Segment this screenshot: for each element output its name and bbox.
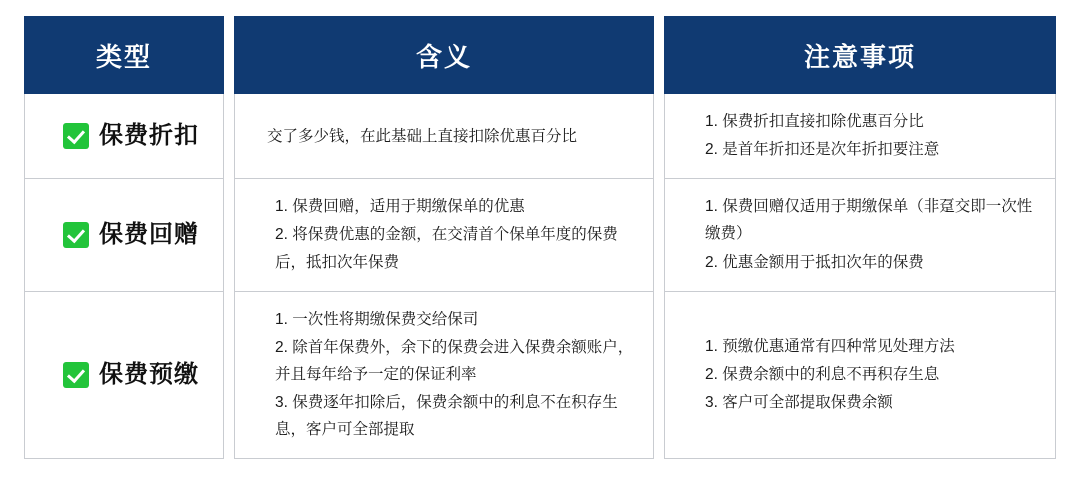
list-item: 2. 是首年折扣还是次年折扣要注意 — [705, 141, 940, 159]
list-item: 2. 将保费优惠的金额，在交清首个保单年度的保费后，抵扣次年保费 — [275, 226, 618, 271]
list-item: 2. 除首年保费外，余下的保费会进入保费余额账户，并且每年给予一定的保证利率 — [275, 338, 634, 383]
table-body — [24, 94, 1056, 459]
cell-meaning — [234, 292, 654, 460]
row-gap — [224, 94, 234, 179]
row-gap — [224, 179, 234, 291]
table-row — [24, 292, 1056, 460]
comparison-table — [24, 16, 1056, 459]
type-wrapper — [39, 214, 209, 255]
list-item: 1. 一次性将期缴保费交给保司 — [275, 310, 479, 328]
row-gap — [654, 292, 664, 460]
list-item: 1. 保费回赠仅适用于期缴保单（非趸交即一次性缴费） — [705, 198, 1033, 243]
notes-list — [679, 333, 1041, 416]
list-item: 1. 预缴优惠通常有四种常见处理方法 — [705, 337, 955, 355]
cell-notes — [664, 179, 1056, 291]
check-square-icon — [63, 123, 89, 149]
check-square-icon — [63, 362, 89, 388]
header-cell-meaning: 含义 — [234, 16, 654, 94]
meaning-list — [249, 306, 639, 444]
type-wrapper — [39, 115, 209, 156]
table-header — [24, 16, 1056, 94]
list-item: 3. 保费逐年扣除后，保费余额中的利息不在积存生息，客户可全部提取 — [275, 394, 618, 439]
row-gap — [654, 94, 664, 179]
table-header-row — [24, 16, 1056, 94]
notes-list — [679, 193, 1041, 275]
cell-type — [24, 292, 224, 460]
notes-list — [679, 108, 1041, 163]
table-row — [24, 179, 1056, 291]
header-gap-1 — [224, 16, 234, 94]
list-item: 1. 保费回赠，适用于期缴保单的优惠 — [275, 198, 525, 216]
type-label: 保费回赠 — [99, 221, 199, 249]
meaning-list — [249, 193, 639, 275]
row-gap — [654, 179, 664, 291]
cell-type — [24, 179, 224, 291]
table-row — [24, 94, 1056, 179]
row-gap — [224, 292, 234, 460]
cell-notes — [664, 292, 1056, 460]
list-item: 2. 优惠金额用于抵扣次年的保费 — [705, 253, 924, 271]
header-gap-2 — [654, 16, 664, 94]
header-cell-type: 类型 — [24, 16, 224, 94]
cell-type — [24, 94, 224, 179]
type-label: 保费预缴 — [99, 361, 199, 389]
type-label: 保费折扣 — [99, 122, 199, 150]
meaning-line: 交了多少钱，在此基础上直接扣除优惠百分比 — [267, 127, 578, 145]
list-item: 3. 客户可全部提取保费余额 — [705, 394, 893, 411]
cell-meaning — [234, 179, 654, 291]
check-square-icon — [63, 222, 89, 248]
cell-notes — [664, 94, 1056, 179]
list-item: 2. 保费余额中的利息不再积存生息 — [705, 365, 940, 383]
header-cell-notes: 注意事项 — [664, 16, 1056, 94]
cell-meaning — [234, 94, 654, 179]
type-wrapper — [39, 354, 209, 395]
list-item: 1. 保费折扣直接扣除优惠百分比 — [705, 113, 924, 130]
